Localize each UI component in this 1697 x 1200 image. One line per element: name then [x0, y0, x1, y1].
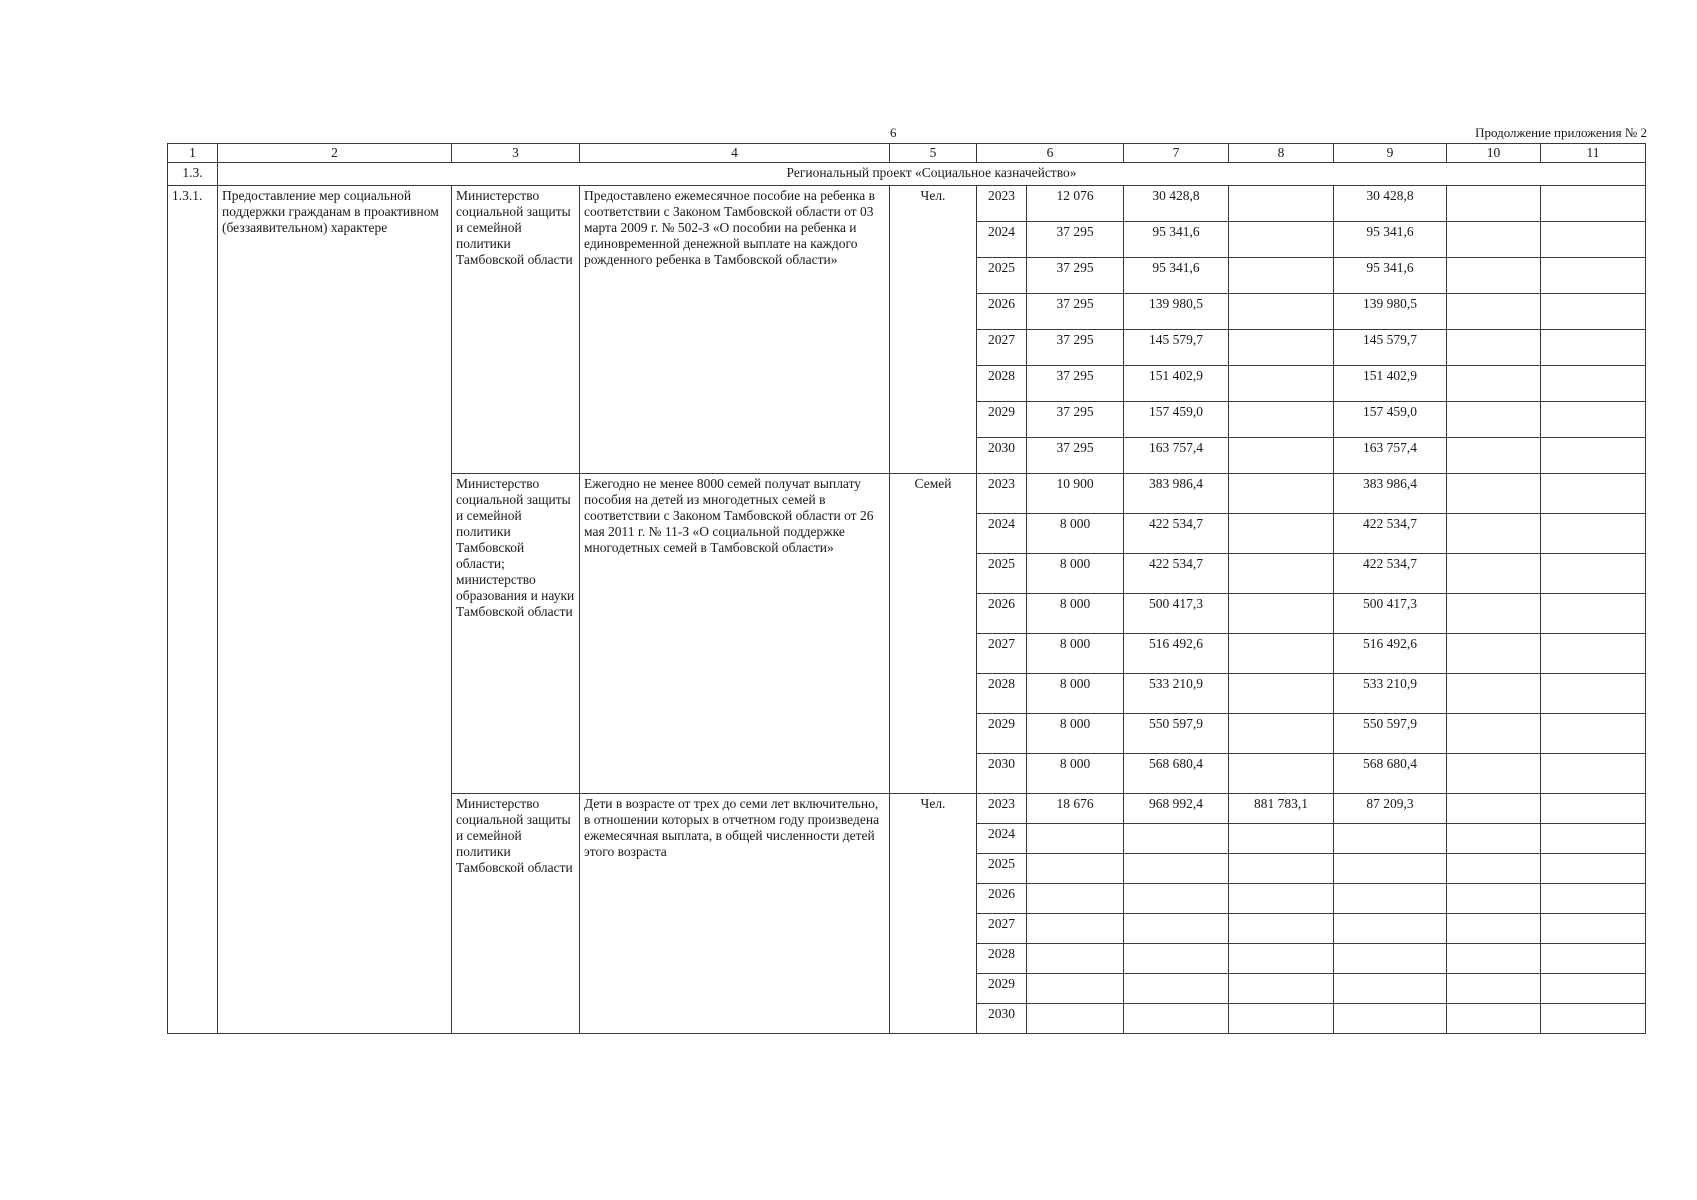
- executor: Министерство социальной защиты и семейной политики Тамбовской области: [452, 794, 580, 1034]
- col11-value: [1541, 294, 1646, 330]
- regional-funding: 568 680,4: [1334, 754, 1447, 794]
- col10-value: [1447, 634, 1541, 674]
- col11-value: [1541, 914, 1646, 944]
- col10-value: [1447, 824, 1541, 854]
- year: 2029: [977, 974, 1027, 1004]
- federal-funding: [1229, 514, 1334, 554]
- col11-value: [1541, 634, 1646, 674]
- total-funding: 95 341,6: [1124, 258, 1229, 294]
- quantity: 37 295: [1027, 222, 1124, 258]
- federal-funding: [1229, 294, 1334, 330]
- col11-value: [1541, 186, 1646, 222]
- regional-funding: [1334, 914, 1447, 944]
- quantity: [1027, 944, 1124, 974]
- quantity: 12 076: [1027, 186, 1124, 222]
- federal-funding: [1229, 474, 1334, 514]
- total-funding: 422 534,7: [1124, 554, 1229, 594]
- col11-value: [1541, 884, 1646, 914]
- regional-funding: 30 428,8: [1334, 186, 1447, 222]
- col10-value: [1447, 754, 1541, 794]
- col11-value: [1541, 222, 1646, 258]
- year: 2026: [977, 884, 1027, 914]
- col-header-5: 5: [890, 144, 977, 163]
- federal-funding: [1229, 914, 1334, 944]
- col11-value: [1541, 366, 1646, 402]
- col11-value: [1541, 258, 1646, 294]
- col11-value: [1541, 674, 1646, 714]
- year: 2027: [977, 634, 1027, 674]
- federal-funding: [1229, 944, 1334, 974]
- quantity: 8 000: [1027, 554, 1124, 594]
- regional-funding: 139 980,5: [1334, 294, 1447, 330]
- col10-value: [1447, 474, 1541, 514]
- total-funding: 151 402,9: [1124, 366, 1229, 402]
- program-table: [167, 143, 1646, 1034]
- quantity: 37 295: [1027, 294, 1124, 330]
- col10-value: [1447, 974, 1541, 1004]
- col11-value: [1541, 794, 1646, 824]
- total-funding: 550 597,9: [1124, 714, 1229, 754]
- quantity: 8 000: [1027, 674, 1124, 714]
- col11-value: [1541, 974, 1646, 1004]
- year: 2025: [977, 854, 1027, 884]
- unit: Семей: [890, 474, 977, 794]
- col11-value: [1541, 594, 1646, 634]
- table-row: [168, 186, 1646, 222]
- col10-value: [1447, 222, 1541, 258]
- regional-funding: 516 492,6: [1334, 634, 1447, 674]
- federal-funding: [1229, 854, 1334, 884]
- total-funding: [1124, 884, 1229, 914]
- quantity: [1027, 854, 1124, 884]
- quantity: [1027, 824, 1124, 854]
- col10-value: [1447, 1004, 1541, 1034]
- quantity: 37 295: [1027, 258, 1124, 294]
- col10-value: [1447, 402, 1541, 438]
- year: 2026: [977, 294, 1027, 330]
- year: 2027: [977, 330, 1027, 366]
- federal-funding: [1229, 186, 1334, 222]
- total-funding: [1124, 914, 1229, 944]
- total-funding: 968 992,4: [1124, 794, 1229, 824]
- quantity: 37 295: [1027, 366, 1124, 402]
- total-funding: [1124, 1004, 1229, 1034]
- federal-funding: [1229, 258, 1334, 294]
- col10-value: [1447, 294, 1541, 330]
- col10-value: [1447, 514, 1541, 554]
- regional-funding: 500 417,3: [1334, 594, 1447, 634]
- total-funding: 516 492,6: [1124, 634, 1229, 674]
- quantity: [1027, 884, 1124, 914]
- col11-value: [1541, 944, 1646, 974]
- col10-value: [1447, 854, 1541, 884]
- unit: Чел.: [890, 186, 977, 474]
- federal-funding: [1229, 330, 1334, 366]
- indicator: Предоставлено ежемесячное пособие на ребенка в соответствии с Законом Тамбовской области от 03 марта 2009 г. № 502-З «О пособии на ребенка и единовременной денежной выплате на каждого рожденного ребенка в Тамбовской области»: [580, 186, 890, 474]
- col11-value: [1541, 330, 1646, 366]
- regional-funding: [1334, 884, 1447, 914]
- total-funding: 139 980,5: [1124, 294, 1229, 330]
- quantity: [1027, 914, 1124, 944]
- col-header-4: 4: [580, 144, 890, 163]
- col-header-3: 3: [452, 144, 580, 163]
- col11-value: [1541, 474, 1646, 514]
- col11-value: [1541, 438, 1646, 474]
- regional-funding: 145 579,7: [1334, 330, 1447, 366]
- col11-value: [1541, 1004, 1646, 1034]
- col11-value: [1541, 854, 1646, 884]
- total-funding: [1124, 824, 1229, 854]
- year: 2028: [977, 944, 1027, 974]
- col10-value: [1447, 554, 1541, 594]
- regional-funding: [1334, 1004, 1447, 1034]
- col10-value: [1447, 794, 1541, 824]
- federal-funding: 881 783,1: [1229, 794, 1334, 824]
- item-number: 1.3.1.: [168, 186, 218, 1034]
- total-funding: 568 680,4: [1124, 754, 1229, 794]
- quantity: 18 676: [1027, 794, 1124, 824]
- federal-funding: [1229, 594, 1334, 634]
- federal-funding: [1229, 554, 1334, 594]
- total-funding: 500 417,3: [1124, 594, 1229, 634]
- column-number-row: [168, 144, 1646, 163]
- quantity: 37 295: [1027, 330, 1124, 366]
- col11-value: [1541, 824, 1646, 854]
- regional-funding: 533 210,9: [1334, 674, 1447, 714]
- year: 2030: [977, 754, 1027, 794]
- appendix-continuation-label: Продолжение приложения № 2: [1475, 125, 1647, 140]
- quantity: 37 295: [1027, 438, 1124, 474]
- year: 2030: [977, 438, 1027, 474]
- regional-funding: [1334, 944, 1447, 974]
- year: 2024: [977, 514, 1027, 554]
- total-funding: 157 459,0: [1124, 402, 1229, 438]
- quantity: 10 900: [1027, 474, 1124, 514]
- total-funding: [1124, 974, 1229, 1004]
- regional-funding: 87 209,3: [1334, 794, 1447, 824]
- federal-funding: [1229, 634, 1334, 674]
- quantity: 8 000: [1027, 754, 1124, 794]
- federal-funding: [1229, 824, 1334, 854]
- executor: Министерство социальной защиты и семейной политики Тамбовской области; министерство образования и науки Тамбовской области: [452, 474, 580, 794]
- total-funding: 163 757,4: [1124, 438, 1229, 474]
- quantity: [1027, 974, 1124, 1004]
- col-header-7: 7: [1124, 144, 1229, 163]
- regional-funding: 422 534,7: [1334, 514, 1447, 554]
- year: 2029: [977, 714, 1027, 754]
- col11-value: [1541, 714, 1646, 754]
- regional-funding: [1334, 974, 1447, 1004]
- year: 2028: [977, 674, 1027, 714]
- col10-value: [1447, 674, 1541, 714]
- section-row: [168, 163, 1646, 186]
- col10-value: [1447, 914, 1541, 944]
- year: 2030: [977, 1004, 1027, 1034]
- regional-funding: [1334, 854, 1447, 884]
- year: 2024: [977, 824, 1027, 854]
- year: 2027: [977, 914, 1027, 944]
- quantity: [1027, 1004, 1124, 1034]
- col11-value: [1541, 402, 1646, 438]
- quantity: 8 000: [1027, 514, 1124, 554]
- year: 2028: [977, 366, 1027, 402]
- col10-value: [1447, 438, 1541, 474]
- federal-funding: [1229, 714, 1334, 754]
- col11-value: [1541, 754, 1646, 794]
- regional-funding: 383 986,4: [1334, 474, 1447, 514]
- indicator: Ежегодно не менее 8000 семей получат выплату пособия на детей из многодетных семей в соответствии с Законом Тамбовской области от 26 мая 2011 г. № 11-З «О социальной поддержке многодетных семей в Тамбовской области»: [580, 474, 890, 794]
- executor: Министерство социальной защиты и семейной политики Тамбовской области: [452, 186, 580, 474]
- federal-funding: [1229, 974, 1334, 1004]
- measure-name: Предоставление мер социальной поддержки гражданам в проактивном (беззаявительном) характере: [218, 186, 452, 1034]
- col10-value: [1447, 714, 1541, 754]
- quantity: 8 000: [1027, 634, 1124, 674]
- federal-funding: [1229, 1004, 1334, 1034]
- quantity: 37 295: [1027, 402, 1124, 438]
- col-header-11: 11: [1541, 144, 1646, 163]
- col10-value: [1447, 884, 1541, 914]
- total-funding: [1124, 854, 1229, 884]
- col-header-9: 9: [1334, 144, 1447, 163]
- quantity: 8 000: [1027, 594, 1124, 634]
- regional-funding: [1334, 824, 1447, 854]
- total-funding: 95 341,6: [1124, 222, 1229, 258]
- year: 2029: [977, 402, 1027, 438]
- col10-value: [1447, 258, 1541, 294]
- page-number: 6: [890, 125, 897, 140]
- col10-value: [1447, 944, 1541, 974]
- col-header-8: 8: [1229, 144, 1334, 163]
- regional-funding: 151 402,9: [1334, 366, 1447, 402]
- year: 2026: [977, 594, 1027, 634]
- regional-funding: 163 757,4: [1334, 438, 1447, 474]
- col10-value: [1447, 186, 1541, 222]
- federal-funding: [1229, 366, 1334, 402]
- year: 2024: [977, 222, 1027, 258]
- total-funding: 30 428,8: [1124, 186, 1229, 222]
- total-funding: 422 534,7: [1124, 514, 1229, 554]
- unit: Чел.: [890, 794, 977, 1034]
- indicator: Дети в возрасте от трех до семи лет включительно, в отношении которых в отчетном году произведена ежемесячная выплата, в общей численности детей этого возраста: [580, 794, 890, 1034]
- year: 2023: [977, 794, 1027, 824]
- col10-value: [1447, 594, 1541, 634]
- quantity: 8 000: [1027, 714, 1124, 754]
- federal-funding: [1229, 222, 1334, 258]
- federal-funding: [1229, 884, 1334, 914]
- col10-value: [1447, 366, 1541, 402]
- col-header-6: 6: [977, 144, 1124, 163]
- regional-funding: 422 534,7: [1334, 554, 1447, 594]
- regional-funding: 157 459,0: [1334, 402, 1447, 438]
- federal-funding: [1229, 674, 1334, 714]
- col11-value: [1541, 514, 1646, 554]
- federal-funding: [1229, 402, 1334, 438]
- year: 2025: [977, 554, 1027, 594]
- year: 2023: [977, 474, 1027, 514]
- col11-value: [1541, 554, 1646, 594]
- section-title: Региональный проект «Социальное казначейство»: [218, 163, 1646, 186]
- regional-funding: 95 341,6: [1334, 258, 1447, 294]
- total-funding: 383 986,4: [1124, 474, 1229, 514]
- total-funding: 533 210,9: [1124, 674, 1229, 714]
- regional-funding: 95 341,6: [1334, 222, 1447, 258]
- year: 2025: [977, 258, 1027, 294]
- federal-funding: [1229, 438, 1334, 474]
- total-funding: [1124, 944, 1229, 974]
- section-number: 1.3.: [168, 163, 218, 186]
- col-header-10: 10: [1447, 144, 1541, 163]
- col-header-1: 1: [168, 144, 218, 163]
- col-header-2: 2: [218, 144, 452, 163]
- regional-funding: 550 597,9: [1334, 714, 1447, 754]
- federal-funding: [1229, 754, 1334, 794]
- col10-value: [1447, 330, 1541, 366]
- year: 2023: [977, 186, 1027, 222]
- total-funding: 145 579,7: [1124, 330, 1229, 366]
